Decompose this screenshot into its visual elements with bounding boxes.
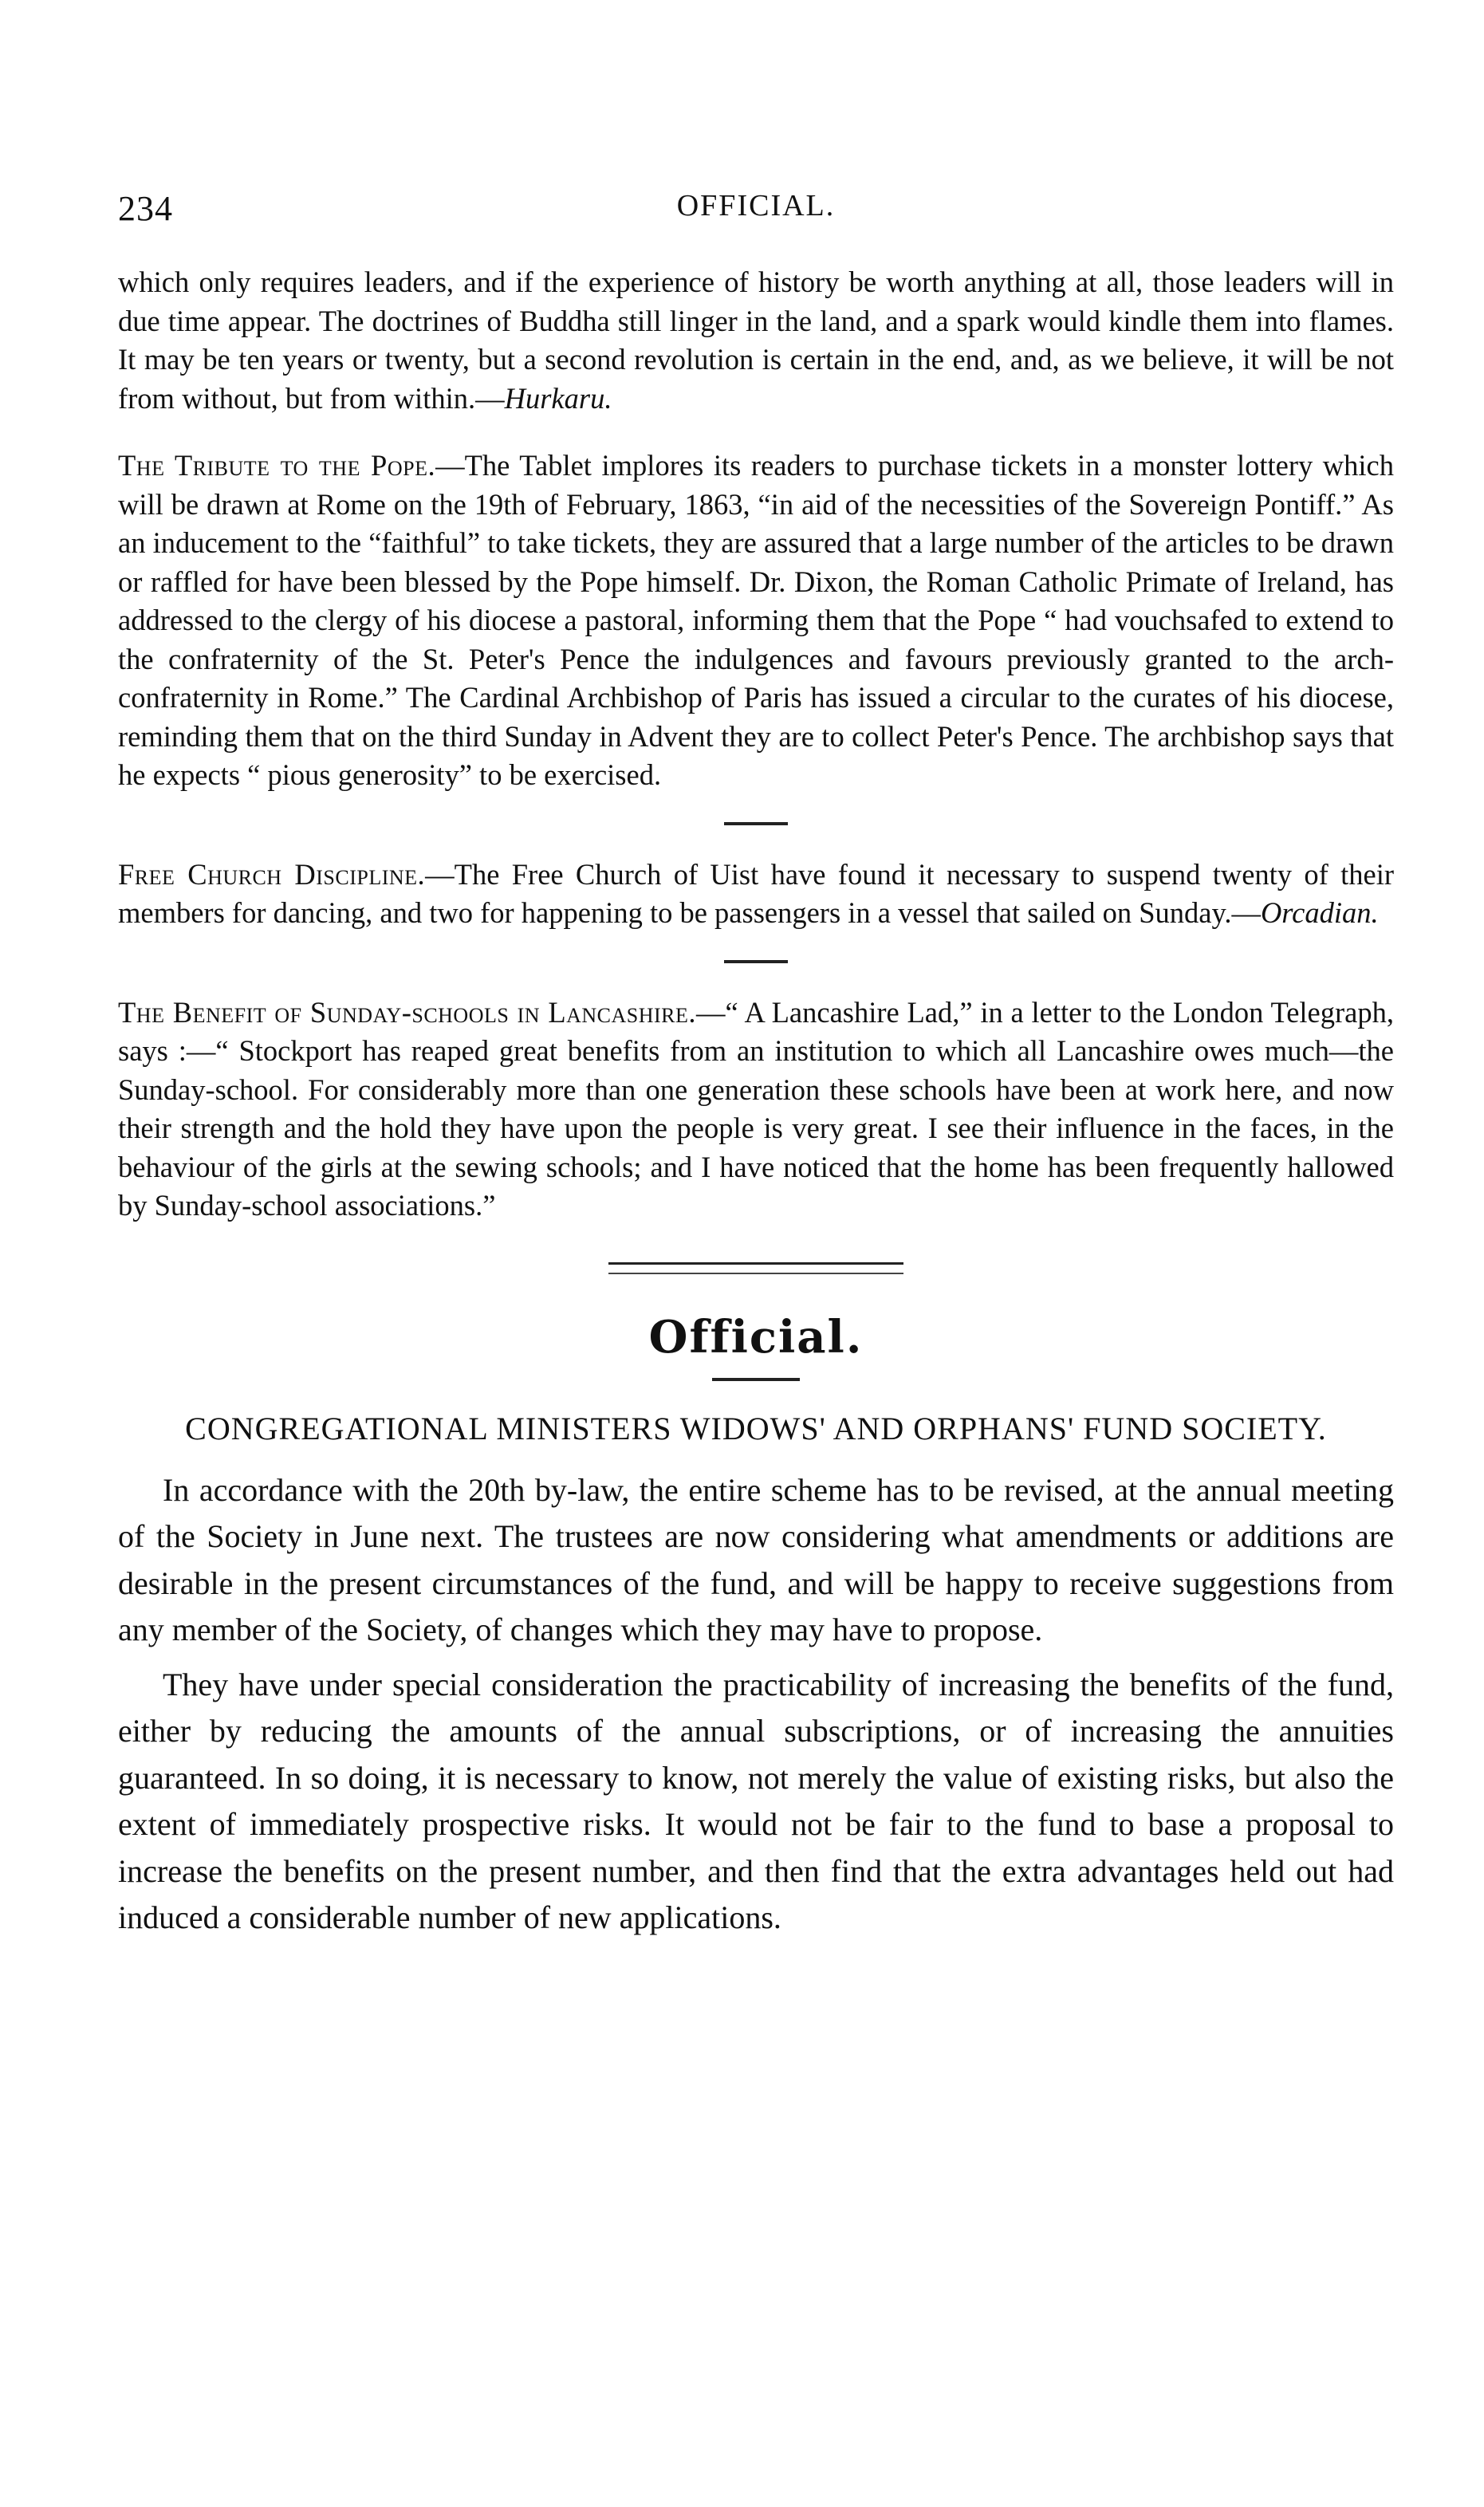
item-text: —The Tablet implores its readers to purchase tickets in a monster lottery which will be drawn at Rome on the 19th of February, 1863, “in aid of the necessities of the Sovereign Pontiff.” As an inducement to the “faithful” to take tickets, they are assured that a large number of the articles to be drawn or raffled for have been blessed by the Pope himself. Dr. Dixon, the Roman Catholic Primate of Ireland, has addressed to the clergy of his diocese a pastoral, informing them that the Pope “ had vouchsafed to extend to the confraternity of the St. Peter's Pence the indulgences and favours previously granted to the arch-confraternity in Rome.” The Cardinal Archbishop of Paris has issued a circular to the curates of his diocese, reminding them that on the third Sunday in Advent they are to collect Peter's Pence. The archbishop says that he expects “ pious generosity” to be exercised. [118,449,1395,791]
running-title: OFFICIAL. [676,189,836,222]
continued-paragraph [118,263,1394,418]
heading-rule [712,1378,800,1381]
continued-text: which only requires leaders, and if the experience of history be worth anything at all, those leaders will in due time appear. The doctrines of Buddha still linger in the land, and a spark would kindle them into flames. It may be ten years or twenty, but a second revolution is certain in the end, and, as we believe, it will be not from without, but from within.— [118,266,1394,415]
book-page [118,188,1394,1950]
rule-line [608,1262,903,1265]
news-item-tribute [118,447,1394,795]
running-header [118,188,1394,236]
item-text: —“ A Lancashire Lad,” in a letter to the London Telegraph, says :—“ Stockport has reaped great benefits from an institution to which all Lancashire owes much—the Sunday-school. For considerably more than one generation these schools have been at work here, and now their strength and the hold they have upon the people is very great. I see their influence in the faces, in the behaviour of the girls at the sewing schools; and I have noticed that the home has been frequently hallowed by Sunday-school associations.” [118,995,1394,1222]
item-title: The Tribute to the Pope. [118,449,436,482]
article-title: CONGREGATIONAL MINISTERS WIDOWS' AND ORPHANS' FUND SOCIETY. [185,1410,1327,1446]
section-double-rule [608,1262,903,1274]
section-heading: Official. [648,1310,864,1364]
news-item-free-church [118,856,1394,933]
item-title: The Benefit of Sunday-schools in Lancashire. [118,995,697,1029]
source-citation: Orcadian. [1260,896,1379,929]
item-text: —The Free Church of Uist have found it necessary to suspend twenty of their members for dancing, and two for happening to be passengers in a vessel that sailed on Sunday.— [118,857,1394,929]
rule-line [608,1273,903,1274]
article-paragraph: They have under special consideration the practicability of increasing the benefits of the fund, either by reducing the amounts of the annual subscriptions, or of increasing the annuities guaranteed. In so doing, it is necessary to know, not merely the value of existing risks, but also the extent of immediately prospective risks. It would not be fair to the fund to base a proposal to increase the benefits on the present number, and then find that the extra advantages held out had induced a considerable number of new applications. [118,1666,1394,1935]
divider-rule [724,822,788,825]
item-title: Free Church Discipline. [118,857,426,891]
article-paragraph: In accordance with the 20th by-law, the entire scheme has to be revised, at the annual meeting of the Society in June next. The trustees are now considering what amendments or additions are desirable in the present circumstances of the fund, and will be happy to receive suggestions from any member of the Society, of changes which they may have to propose. [118,1471,1394,1647]
source-citation: Hurkaru. [504,381,612,415]
divider-rule [724,960,788,963]
page-number: 234 [118,189,173,228]
news-item-sunday-schools [118,994,1394,1226]
